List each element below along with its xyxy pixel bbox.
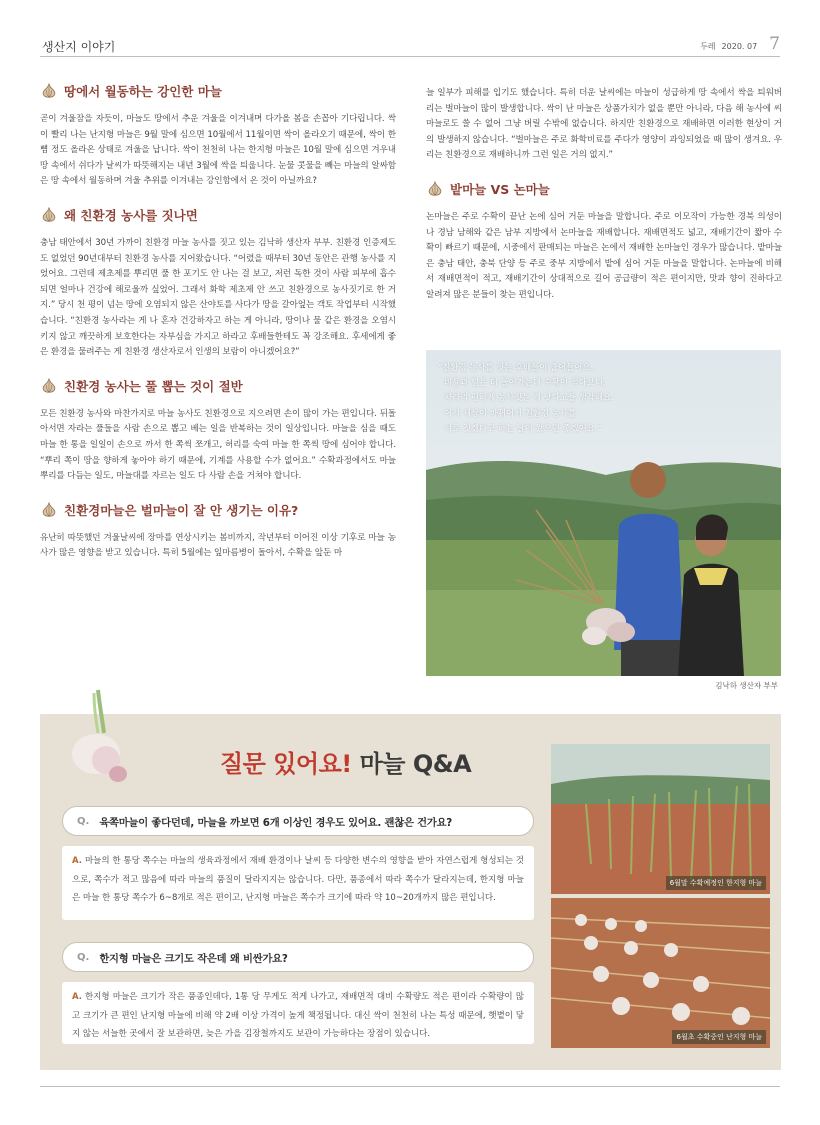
section-3-title: 친환경 농사는 풀 뽑는 것이 절반 bbox=[64, 378, 243, 394]
qa-photo-harvest bbox=[551, 898, 770, 1048]
section-4 bbox=[40, 501, 396, 562]
section-4-continued bbox=[426, 86, 782, 164]
section-1-title: 땅에서 월동하는 강인한 마늘 bbox=[64, 84, 222, 99]
q-label: Q. bbox=[77, 815, 90, 827]
qa-title-dark: 마늘 Q&A bbox=[359, 750, 472, 778]
section-5-title: 밭마늘 VS 논마늘 bbox=[450, 181, 550, 197]
question-1 bbox=[62, 806, 534, 836]
quote-line: 비용과 힘은 더 들어가는데 수확이 적다보니, bbox=[444, 377, 606, 388]
garlic-icon bbox=[40, 378, 58, 394]
left-column bbox=[40, 82, 396, 578]
section-4-title: 친환경마늘은 벌마늘이 잘 안 생기는 이유? bbox=[64, 502, 299, 518]
section-1 bbox=[40, 82, 396, 190]
section-1-body: 곧이 겨울잠을 자듯이, 마늘도 땅에서 추운 겨울을 이겨내며 다가올 봄을 손꼽아 기다립니다. 싹이 빨리 나는 난지형 마늘은 9월 말에 심으면 10월에서 11월이면 싹이 올라오기 때문에, 싹이 한 뼘 정도 올라온 상태로 겨울을 납니다. 싹이 천천히 나는 한지형 마늘은 10월 말에 심으면 겨우내 땅 속에서 쉬다가 날씨가 따뜻해지는 내년 3월에 싹을 틔웁니다. 눈물 콧물을 빼는 마늘의 알싸함은 땅 속에서 월동하며 겨울 추위를 이겨내는 강인함에서 온 것이 아닐까요? bbox=[40, 114, 396, 187]
section-3 bbox=[40, 377, 396, 485]
quote-line: 서로 짓겠다고 하는 날이 왔으면 좋겠어요.” bbox=[444, 422, 602, 433]
issue-date: 2020. 07 bbox=[721, 42, 758, 51]
farmer-quote bbox=[438, 360, 688, 436]
quote-line: 어서 세상이 바뀌어서 친환경 농사를 bbox=[444, 407, 577, 418]
qa-photo-caption: 6월초 수확중인 난지형 마늘 bbox=[672, 1030, 766, 1044]
garlic-icon bbox=[40, 83, 58, 99]
section-4-body-continued: 늘 일부가 피해를 입기도 했습니다. 특히 더운 날씨에는 마늘이 성급하게 땅 속에서 싹을 틔워버리는 벌마늘이 많이 발생합니다. 싹이 난 마늘은 상품가치가 없을 뿐만 아니라, 다음 해 농사에 씨마늘로도 쓸 수 없어 그냥 버릴 수밖에 없습니다. 하지만 친환경으로 재배하면 이러한 현상이 거의 발생하지 않습니다. “벌마늘은 주로 화학비료를 주다가 영양이 과잉되었을 때 많이 생겨요. 우리는 친환경으로 재배하니까 그런 일은 거의 없지.” bbox=[426, 88, 782, 161]
magazine-name: 두레 bbox=[700, 42, 716, 51]
issue-info bbox=[700, 34, 780, 54]
section-header-title: 생산지 이야기 bbox=[42, 40, 116, 54]
garlic-icon bbox=[426, 181, 444, 197]
section-5-body: 논마늘은 주로 수확이 끝난 논에 심어 거둔 마늘을 말합니다. 주로 이모작이 가능한 경북 의성이나 경남 남해와 같은 남부 지방에서 논마늘을 재배합니다. 재배면적도 넓고, 재배기간이 짧아 수확이 빠르기 때문에, 시중에서 판매되는 마늘은 논에서 재배한 논마늘인 경우가 많습니다. 밭마늘은 충남 태안, 충북 단양 등 주로 중부 지방에서 밭에 심어 거둔 마늘을 말합니다. 논마늘에 비해서 재배면적이 적고, 재배기간이 상대적으로 길어 공급량이 적은 편이지만, 맛과 향이 진하다고 알려져 많은 분들이 찾는 편입니다. bbox=[426, 211, 782, 300]
question-1-text: 육쪽마늘이 좋다던데, 마늘을 까보면 6개 이상인 경우도 있어요. 괜찮은 건가요? bbox=[99, 816, 453, 829]
garlic-icon bbox=[40, 502, 58, 518]
answer-1 bbox=[62, 846, 534, 920]
quote-line: “친환경 농사를 짓는 후배들이 줄어들어요. bbox=[438, 362, 594, 372]
section-2-title: 왜 친환경 농사를 짓나면 bbox=[64, 207, 198, 223]
question-2 bbox=[62, 942, 534, 972]
right-column bbox=[426, 86, 782, 320]
field-illustration bbox=[551, 744, 770, 894]
q-label: Q. bbox=[77, 951, 90, 963]
answer-2-text: 한지형 마늘은 크기가 작은 품종인데다, 1통 당 무게도 적게 나가고, 재배면적 대비 수확량도 적은 편이라 수확량이 많고 크기가 큰 편인 난지형 마늘에 비해 약 2배 이상 가격이 높게 책정됩니다. 대신 싹이 천천히 나는 특성 때문에, 햇볕이 닿지 않는 서늘한 곳에서 잘 보관하면, 늦은 가을 김장철까지도 보관이 가능하다는 장점이 있습니다. bbox=[72, 992, 524, 1039]
photo-caption: 김낙하 생산자 부부 bbox=[715, 681, 778, 690]
harvest-illustration bbox=[551, 898, 770, 1048]
footer-divider bbox=[40, 1086, 780, 1087]
qa-title-red: 질문 있어요! bbox=[220, 750, 352, 778]
question-2-text: 한지형 마늘은 크기도 작은데 왜 비싼가요? bbox=[99, 952, 288, 965]
answer-1-text: 마늘의 한 통당 쪽수는 마늘의 생육과정에서 재배 환경이나 날씨 등 다양한 변수의 영향을 받아 자연스럽게 형성되는 것으로, 쪽수가 적고 많음에 따라 마늘의 품질이 달라지지는 않습니다. 다만, 품종에서 따라 쪽수가 달라지는데, 한지형 마늘은 마늘 한 통당 쪽수가 6~8개로 적은 편이고, 난지형 마늘은 쪽수가 크기에 따라 약 10~20개까지 많은 편입니다. bbox=[72, 856, 524, 903]
answer-2 bbox=[62, 982, 534, 1044]
section-2 bbox=[40, 206, 396, 361]
section-3-body: 모든 친환경 농사와 마찬가지로 마늘 농사도 친환경으로 지으려면 손이 많이 가는 편입니다. 뒤돌아서면 자라는 풀들을 사람 손으로 뽑고 베는 일을 반복하는 것이 일상입니다. 마늘을 심을 때도 마늘 한 통을 일일이 손으로 까서 한 쪽씩 쪼개고, 허리를 숙여 마늘 한 쪽씩 땅에 심어야 합니다. “뿌리 쪽이 땅을 향하게 놓아야 하기 때문에, 기계를 사용할 수가 없어요.” 수확과정에서도 마늘 뿌리를 다듬는 일도, 마늘대를 자르는 일도 다 사람 손을 거쳐야 합니다. bbox=[40, 408, 396, 482]
header-divider bbox=[40, 56, 780, 57]
qa-photo-caption: 6월말 수확예정인 한지형 마늘 bbox=[666, 876, 766, 890]
qa-title bbox=[220, 744, 471, 779]
section-2-body: 충남 태안에서 30년 가까이 친환경 마늘 농사를 짓고 있는 김낙하 생산자 부부. 친환경 인증제도도 없었던 90년대부터 친환경 농사를 지어왔습니다. “어렸을 때부터 30년 동안은 관행 농사를 지었어요. 그런데 제초제를 뿌리면 풀 한 포기도 안 나는 걸 보고, 저런 독한 것이 사람 피부에 흡수되면 얼마나 건강에 해로울까 싶었어. 그래서 화학 제초제 안 쓰고 친환경으로 농사짓기로 한 거지.” 당시 천 평이 넘는 땅에 오염되지 않은 산야토를 사다가 땅을 갈아엎는 객토 작업부터 시작했습니다. “친환경 농사라는 게 나 혼자 건강하자고 하는 게 아니라, 땅이나 물 같은 환경을 오염시키지 않고 깨끗하게 보호한다는 자부심을 가지고 하라고 후배들한테도 꼭 강조해요. 후세에게 좋은 환경을 물려주는 게 친환경 생산자로서 인생의 보람이 아니겠어요?” bbox=[40, 237, 396, 358]
a-label: A. bbox=[72, 856, 82, 866]
section-4-body: 유난히 따뜻했던 겨울날씨에 장마를 연상시키는 봄비까지, 작년부터 이어진 이상 기후로 마늘 농사가 많은 영향을 받고 있습니다. 특히 5월에는 잎마름병이 돌아서, 수확을 앞둔 마 bbox=[40, 532, 396, 559]
garlic-icon bbox=[40, 207, 58, 223]
page-number: 7 bbox=[769, 34, 780, 54]
a-label: A. bbox=[72, 992, 82, 1002]
garlic-illustration bbox=[64, 688, 134, 788]
section-5 bbox=[426, 180, 782, 304]
quote-line: 차라리 편하게 농사짓는 게 낫다고들 생각해요. bbox=[444, 392, 614, 403]
qa-photo-field bbox=[551, 744, 770, 894]
